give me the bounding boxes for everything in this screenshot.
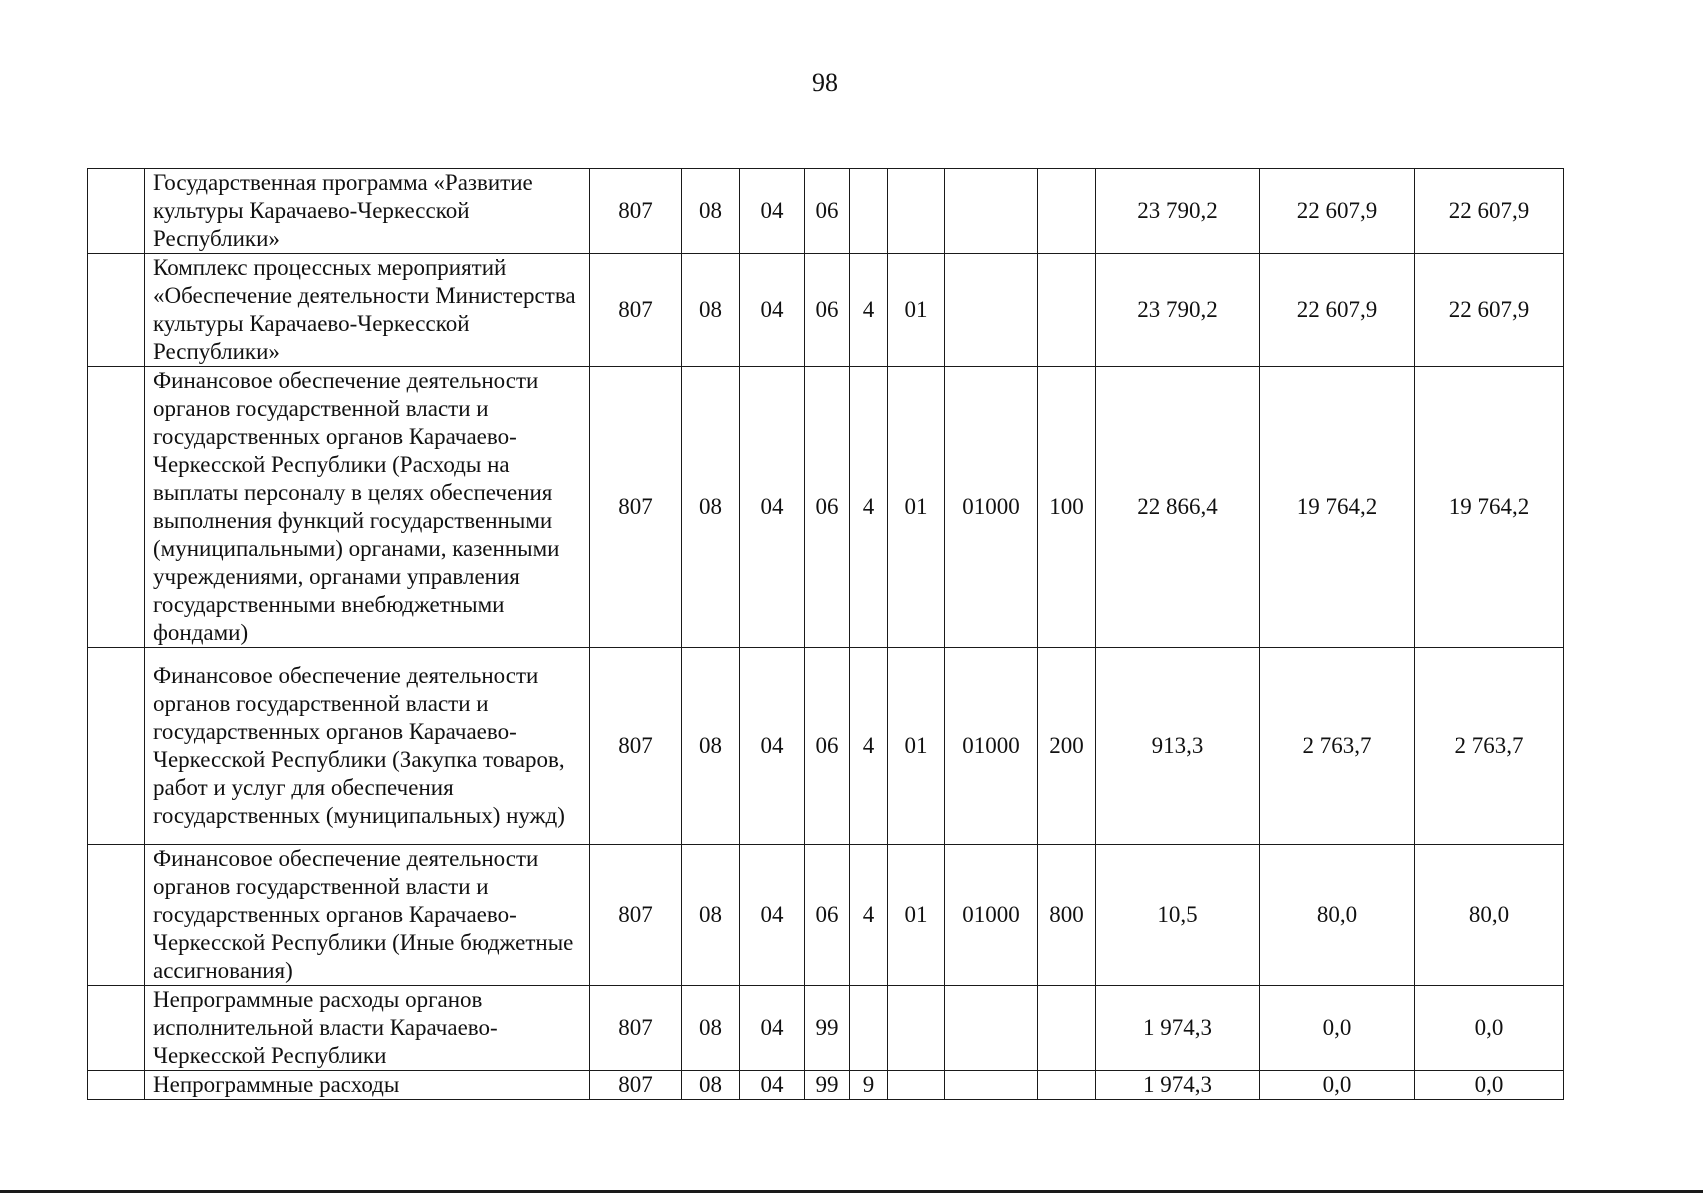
amount-year-1-cell: 22 866,4 (1096, 367, 1260, 648)
structure-code-cell: 01 (888, 367, 945, 648)
row-index-cell (88, 254, 145, 367)
table-body (88, 169, 1564, 1100)
row-index-cell (88, 845, 145, 986)
expense-type-cell: 800 (1038, 845, 1096, 986)
row-name-cell: Комплекс процессных мероприятий «Обеспечение деятельности Министерства культуры Карачаево-Черкесской Республики» (145, 254, 590, 367)
kind-code-cell (850, 169, 888, 254)
page-number: 98 (812, 68, 838, 97)
section-code-cell: 08 (682, 845, 740, 986)
direction-code-cell (945, 986, 1038, 1071)
amount-year-1-cell: 23 790,2 (1096, 169, 1260, 254)
table-row (88, 1071, 1564, 1100)
program-code-cell: 06 (805, 845, 850, 986)
ministry-code-cell: 807 (590, 169, 682, 254)
amount-year-2-cell: 22 607,9 (1260, 254, 1415, 367)
expense-type-cell: 200 (1038, 648, 1096, 845)
row-index-cell (88, 648, 145, 845)
amount-year-3-cell: 80,0 (1415, 845, 1564, 986)
kind-code-cell: 4 (850, 648, 888, 845)
amount-year-3-cell: 0,0 (1415, 986, 1564, 1071)
kind-code-cell: 4 (850, 367, 888, 648)
ministry-code-cell: 807 (590, 1071, 682, 1100)
amount-year-2-cell: 80,0 (1260, 845, 1415, 986)
row-name-cell: Непрограммные расходы органов исполнительной власти Карачаево-Черкесской Республики (145, 986, 590, 1071)
structure-code-cell: 01 (888, 845, 945, 986)
table-row (88, 169, 1564, 254)
amount-year-1-cell: 1 974,3 (1096, 1071, 1260, 1100)
structure-code-cell (888, 1071, 945, 1100)
subsection-code-cell: 04 (740, 1071, 805, 1100)
section-code-cell: 08 (682, 367, 740, 648)
amount-year-1-cell: 1 974,3 (1096, 986, 1260, 1071)
amount-year-3-cell: 2 763,7 (1415, 648, 1564, 845)
section-code-cell: 08 (682, 648, 740, 845)
program-code-cell: 06 (805, 169, 850, 254)
ministry-code-cell: 807 (590, 367, 682, 648)
subsection-code-cell: 04 (740, 367, 805, 648)
section-code-cell: 08 (682, 169, 740, 254)
amount-year-2-cell: 0,0 (1260, 986, 1415, 1071)
direction-code-cell (945, 1071, 1038, 1100)
expense-type-cell (1038, 986, 1096, 1071)
expense-type-cell (1038, 254, 1096, 367)
amount-year-3-cell: 0,0 (1415, 1071, 1564, 1100)
amount-year-2-cell: 0,0 (1260, 1071, 1415, 1100)
program-code-cell: 06 (805, 648, 850, 845)
ministry-code-cell: 807 (590, 986, 682, 1071)
ministry-code-cell: 807 (590, 845, 682, 986)
subsection-code-cell: 04 (740, 845, 805, 986)
amount-year-1-cell: 913,3 (1096, 648, 1260, 845)
amount-year-2-cell: 22 607,9 (1260, 169, 1415, 254)
amount-year-3-cell: 19 764,2 (1415, 367, 1564, 648)
row-index-cell (88, 169, 145, 254)
expense-type-cell (1038, 169, 1096, 254)
structure-code-cell: 01 (888, 648, 945, 845)
kind-code-cell: 9 (850, 1071, 888, 1100)
direction-code-cell (945, 169, 1038, 254)
program-code-cell: 06 (805, 254, 850, 367)
amount-year-1-cell: 23 790,2 (1096, 254, 1260, 367)
row-index-cell (88, 367, 145, 648)
table-row (88, 986, 1564, 1071)
expense-type-cell (1038, 1071, 1096, 1100)
structure-code-cell (888, 169, 945, 254)
program-code-cell: 06 (805, 367, 850, 648)
amount-year-3-cell: 22 607,9 (1415, 169, 1564, 254)
section-code-cell: 08 (682, 986, 740, 1071)
budget-table (87, 168, 1564, 1100)
kind-code-cell: 4 (850, 845, 888, 986)
kind-code-cell: 4 (850, 254, 888, 367)
ministry-code-cell: 807 (590, 254, 682, 367)
subsection-code-cell: 04 (740, 986, 805, 1071)
direction-code-cell: 01000 (945, 648, 1038, 845)
structure-code-cell: 01 (888, 254, 945, 367)
row-name-cell: Непрограммные расходы (145, 1071, 590, 1100)
table-row (88, 845, 1564, 986)
section-code-cell: 08 (682, 254, 740, 367)
row-name-cell: Финансовое обеспечение деятельности органов государственной власти и государственных органов Карачаево-Черкесской Республики (Закупка товаров, работ и услуг для обеспечения государственных (муниципальных) нужд) (145, 648, 590, 845)
table-row (88, 367, 1564, 648)
amount-year-3-cell: 22 607,9 (1415, 254, 1564, 367)
direction-code-cell: 01000 (945, 367, 1038, 648)
row-index-cell (88, 1071, 145, 1100)
row-index-cell (88, 986, 145, 1071)
subsection-code-cell: 04 (740, 648, 805, 845)
amount-year-2-cell: 2 763,7 (1260, 648, 1415, 845)
expense-type-cell: 100 (1038, 367, 1096, 648)
direction-code-cell: 01000 (945, 845, 1038, 986)
row-name-cell: Государственная программа «Развитие культуры Карачаево-Черкесской Республики» (145, 169, 590, 254)
structure-code-cell (888, 986, 945, 1071)
kind-code-cell (850, 986, 888, 1071)
subsection-code-cell: 04 (740, 254, 805, 367)
ministry-code-cell: 807 (590, 648, 682, 845)
program-code-cell: 99 (805, 986, 850, 1071)
program-code-cell: 99 (805, 1071, 850, 1100)
subsection-code-cell: 04 (740, 169, 805, 254)
row-name-cell: Финансовое обеспечение деятельности органов государственной власти и государственных органов Карачаево-Черкесской Республики (Расходы на выплаты персоналу в целях обеспечения выполнения функций государственными (муниципальными) органами, казенными учреждениями, органами управления государственными внебюджетными фондами) (145, 367, 590, 648)
table-row (88, 254, 1564, 367)
section-code-cell: 08 (682, 1071, 740, 1100)
bottom-rule (0, 1190, 1703, 1193)
direction-code-cell (945, 254, 1038, 367)
amount-year-1-cell: 10,5 (1096, 845, 1260, 986)
amount-year-2-cell: 19 764,2 (1260, 367, 1415, 648)
row-name-cell: Финансовое обеспечение деятельности органов государственной власти и государственных органов Карачаево-Черкесской Республики (Иные бюджетные ассигнования) (145, 845, 590, 986)
table-row (88, 648, 1564, 845)
